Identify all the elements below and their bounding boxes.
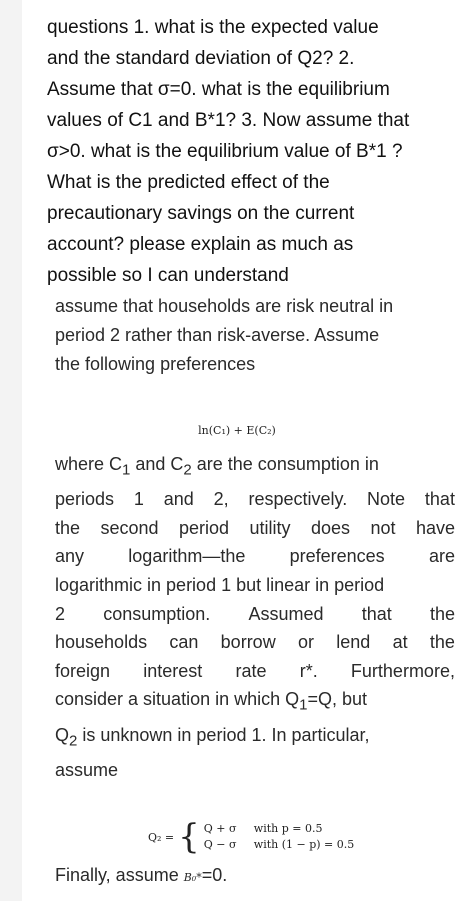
word: rate bbox=[235, 660, 267, 681]
problem-line: assume bbox=[55, 759, 119, 780]
finally-assumption bbox=[55, 861, 227, 892]
word: borrow bbox=[220, 632, 276, 653]
problem-line bbox=[55, 628, 455, 657]
word: periods bbox=[55, 489, 115, 510]
question-text bbox=[47, 12, 457, 291]
question-line: Assume that σ=0. what is the equilibrium bbox=[47, 79, 390, 100]
word: that bbox=[361, 603, 392, 624]
q2-equation bbox=[148, 818, 354, 856]
case-expression: Q − σ bbox=[203, 838, 237, 851]
word: any bbox=[55, 546, 85, 567]
case-expression: Q + σ bbox=[203, 822, 237, 835]
word: respectively. bbox=[248, 489, 348, 510]
problem-line bbox=[55, 721, 455, 756]
word: second bbox=[100, 517, 159, 538]
word: period bbox=[178, 517, 230, 538]
problem-line bbox=[55, 514, 455, 543]
text-segment: where C bbox=[55, 454, 123, 474]
text-segment: is unknown in period 1. In particular, bbox=[77, 724, 370, 745]
word: logarithm—the bbox=[128, 546, 246, 567]
word: consumption. bbox=[103, 603, 211, 624]
question-line: and the standard deviation of Q2? 2. bbox=[47, 48, 355, 69]
question-line: What is the predicted effect of the bbox=[47, 172, 330, 193]
utility-equation: ln(C₁) + E(C₂) bbox=[198, 424, 276, 437]
word: and bbox=[163, 489, 194, 510]
left-brace: { bbox=[178, 817, 200, 857]
problem-line: logarithmic in period 1 but linear in period bbox=[55, 574, 385, 595]
subscript: 2 bbox=[183, 461, 192, 479]
problem-line bbox=[55, 542, 455, 571]
word: lend bbox=[336, 632, 371, 653]
question-line: account? please explain as much as bbox=[47, 234, 354, 255]
problem-line bbox=[55, 685, 455, 720]
word: households bbox=[55, 632, 148, 653]
text-segment: =Q, but bbox=[307, 689, 368, 710]
word: the bbox=[429, 603, 455, 624]
q2-case-low bbox=[204, 837, 354, 853]
subscript: 1 bbox=[122, 461, 131, 479]
text-segment: and C bbox=[130, 454, 184, 474]
word: preferences bbox=[289, 546, 385, 567]
word: Note bbox=[367, 489, 406, 510]
text-segment: are the consumption in bbox=[191, 454, 379, 474]
question-line: values of C1 and B*1? 3. Now assume that bbox=[47, 110, 410, 131]
word: Assumed bbox=[248, 603, 324, 624]
problem-body bbox=[55, 450, 455, 784]
case-condition: with p = 0.5 bbox=[253, 822, 323, 835]
word: 2 bbox=[55, 603, 66, 624]
question-line: possible so I can understand bbox=[47, 265, 289, 286]
word: the bbox=[429, 632, 455, 653]
left-gutter bbox=[0, 0, 22, 901]
word: utility bbox=[249, 517, 291, 538]
word: foreign bbox=[55, 660, 111, 681]
word: not bbox=[370, 517, 396, 538]
text-segment: =0. bbox=[201, 865, 228, 885]
text-segment: Finally, assume bbox=[55, 865, 184, 885]
word: 1 bbox=[133, 489, 144, 510]
question-line: questions 1. what is the expected value bbox=[47, 17, 379, 38]
text-segment: consider a situation in which Q bbox=[55, 689, 300, 710]
word: r*. bbox=[299, 660, 318, 681]
word: are bbox=[428, 546, 455, 567]
problem-line bbox=[55, 600, 455, 629]
word: can bbox=[169, 632, 199, 653]
word: the bbox=[55, 517, 81, 538]
problem-intro bbox=[55, 292, 455, 379]
case-condition: with (1 − p) = 0.5 bbox=[253, 838, 355, 851]
word: Furthermore, bbox=[350, 660, 455, 681]
question-line: precautionary savings on the current bbox=[47, 203, 355, 224]
problem-line bbox=[55, 657, 455, 686]
text-segment: Q bbox=[55, 724, 70, 745]
subscript: 2 bbox=[69, 732, 78, 750]
q2-case-high bbox=[204, 821, 354, 837]
subscript: 1 bbox=[299, 696, 308, 714]
question-line: σ>0. what is the equilibrium value of B*1 ? bbox=[47, 141, 403, 162]
word: does bbox=[310, 517, 350, 538]
word: interest bbox=[143, 660, 203, 681]
problem-line bbox=[55, 485, 455, 514]
problem-line: the following preferences bbox=[55, 354, 256, 374]
q2-cases bbox=[204, 821, 354, 853]
word: at bbox=[392, 632, 408, 653]
problem-line bbox=[55, 450, 455, 485]
math-symbol: B₀* bbox=[183, 871, 202, 884]
word: 2, bbox=[213, 489, 229, 510]
word: or bbox=[297, 632, 314, 653]
q2-lhs: Q₂ = bbox=[148, 830, 175, 844]
word: have bbox=[415, 517, 455, 538]
word: that bbox=[424, 489, 455, 510]
problem-line: assume that households are risk neutral in bbox=[55, 296, 394, 316]
problem-line: period 2 rather than risk-averse. Assume bbox=[55, 325, 380, 345]
